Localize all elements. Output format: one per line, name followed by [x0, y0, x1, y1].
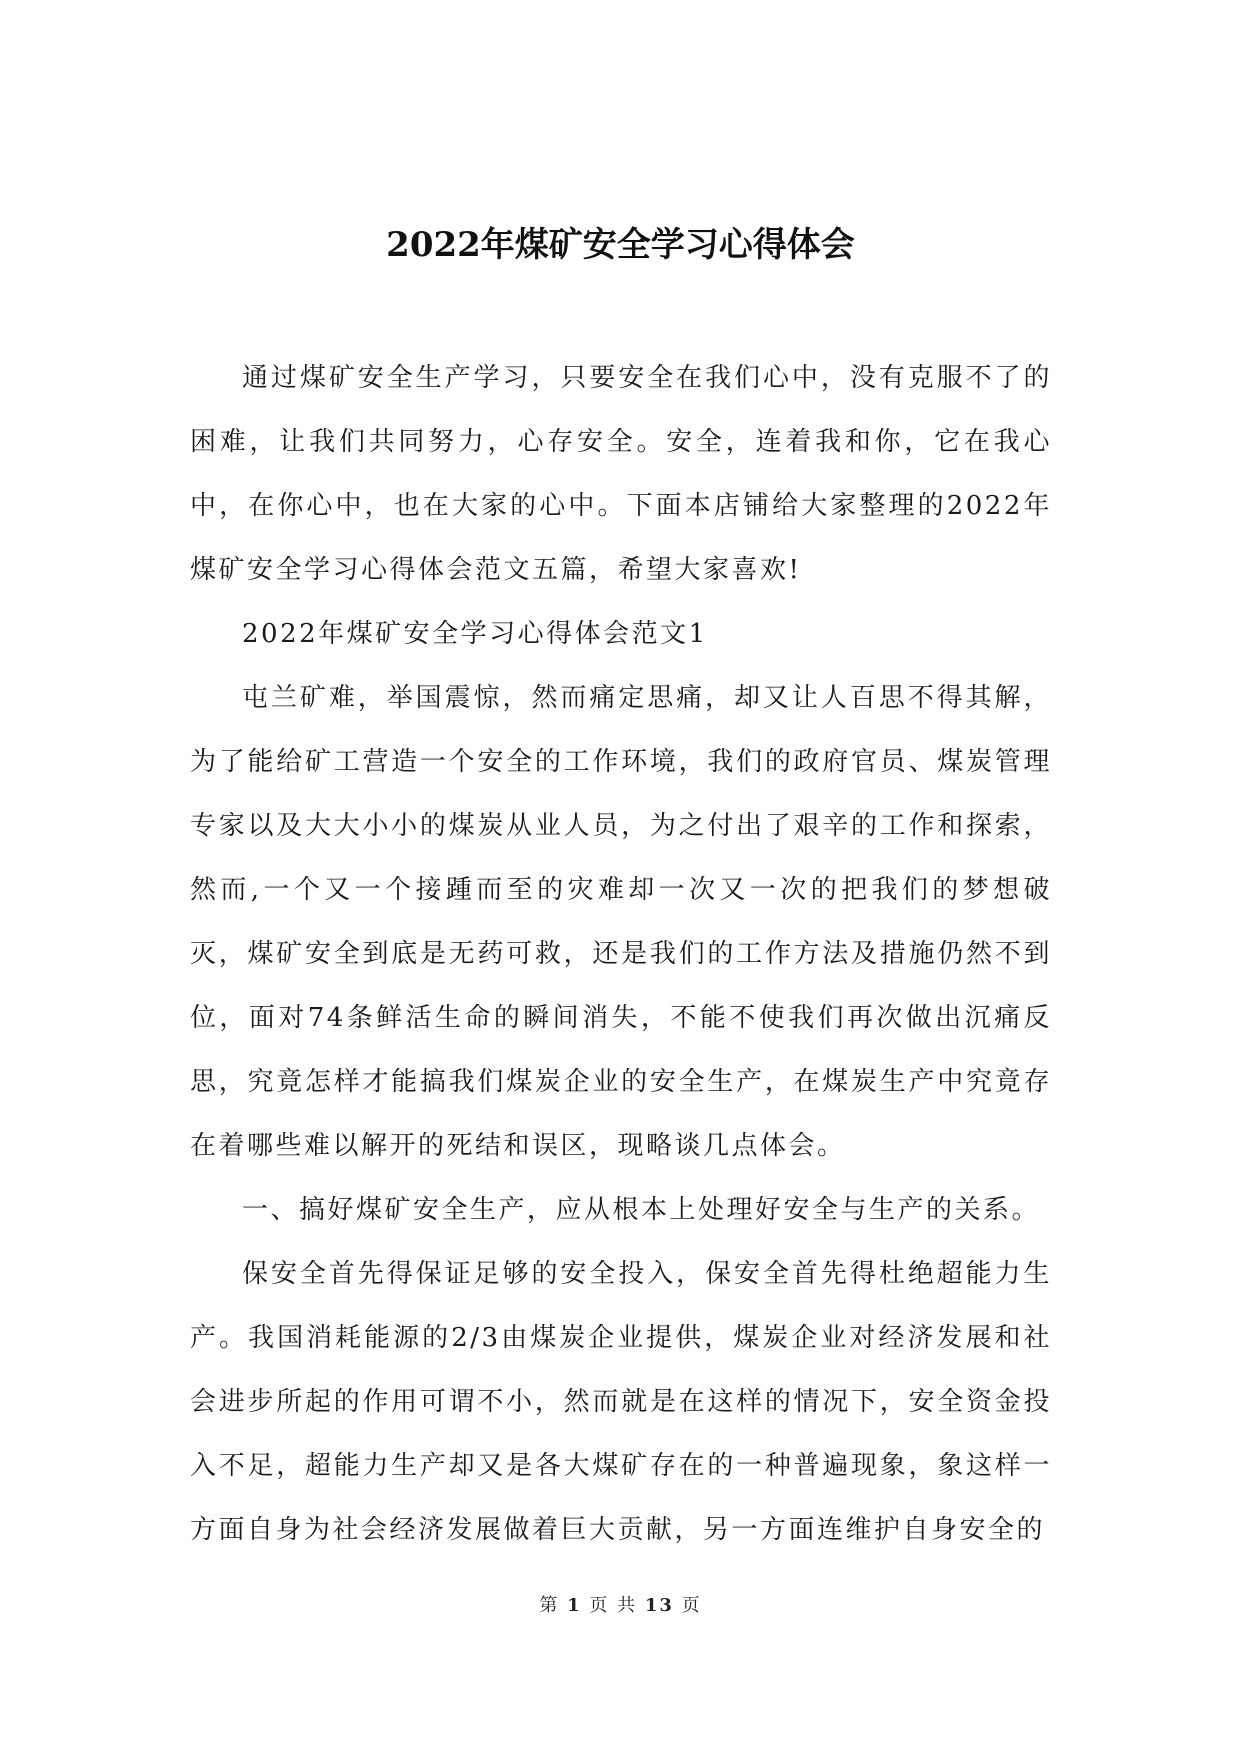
document-title: 2022年煤矿安全学习心得体会 — [386, 225, 855, 265]
paragraph-body-2: 保安全首先得保证足够的安全投入，保安全首先得杜绝超能力生产。我国消耗能源的2/3由煤炭企业提供，煤炭企业对经济发展和社会进步所起的作用可谓不小，然而就是在这样的情况下，安全资金投入不足，超能力生产却又是各大煤矿存在的一种普遍现象，象这样一方面自身为社会经济发展做着巨大贡献，另一方面连维护自身安全的 — [190, 1259, 1052, 1545]
page-footer — [0, 1594, 1241, 1618]
footer-page-number: 1 — [567, 1595, 582, 1616]
footer-middle: 页 共 — [589, 1595, 638, 1616]
paragraph-intro: 通过煤矿安全生产学习，只要安全在我们心中，没有克服不了的困难，让我们共同努力，心存安全。安全，连着我和你，它在我心中，在你心中，也在大家的心中。下面本店铺给大家整理的2022年煤矿安全学习心得体会范文五篇，希望大家喜欢! — [190, 363, 1052, 585]
paragraph-heading-1: 一、搞好煤矿安全生产，应从根本上处理好安全与生产的关系。 — [242, 1195, 1041, 1225]
footer-prefix: 第 — [539, 1595, 560, 1616]
document-body — [190, 346, 1052, 1562]
footer-suffix: 页 — [681, 1595, 702, 1616]
paragraph-subtitle: 2022年煤矿安全学习心得体会范文1 — [242, 619, 708, 649]
paragraph-body-1: 屯兰矿难，举国震惊，然而痛定思痛，却又让人百思不得其解，为了能给矿工营造一个安全的工作环境，我们的政府官员、煤炭管理专家以及大大小小的煤炭从业人员，为之付出了艰辛的工作和探索，然而,一个又一个接踵而至的灾难却一次又一次的把我们的梦想破灭，煤矿安全到底是无药可救，还是我们的工作方法及措施仍然不到位，面对74条鲜活生命的瞬间消失，不能不使我们再次做出沉痛反思，究竟怎样才能搞我们煤炭企业的安全生产，在煤炭生产中究竟存在着哪些难以解开的死结和误区，现略谈几点体会。 — [190, 683, 1052, 1161]
footer-total-pages: 13 — [644, 1595, 674, 1616]
